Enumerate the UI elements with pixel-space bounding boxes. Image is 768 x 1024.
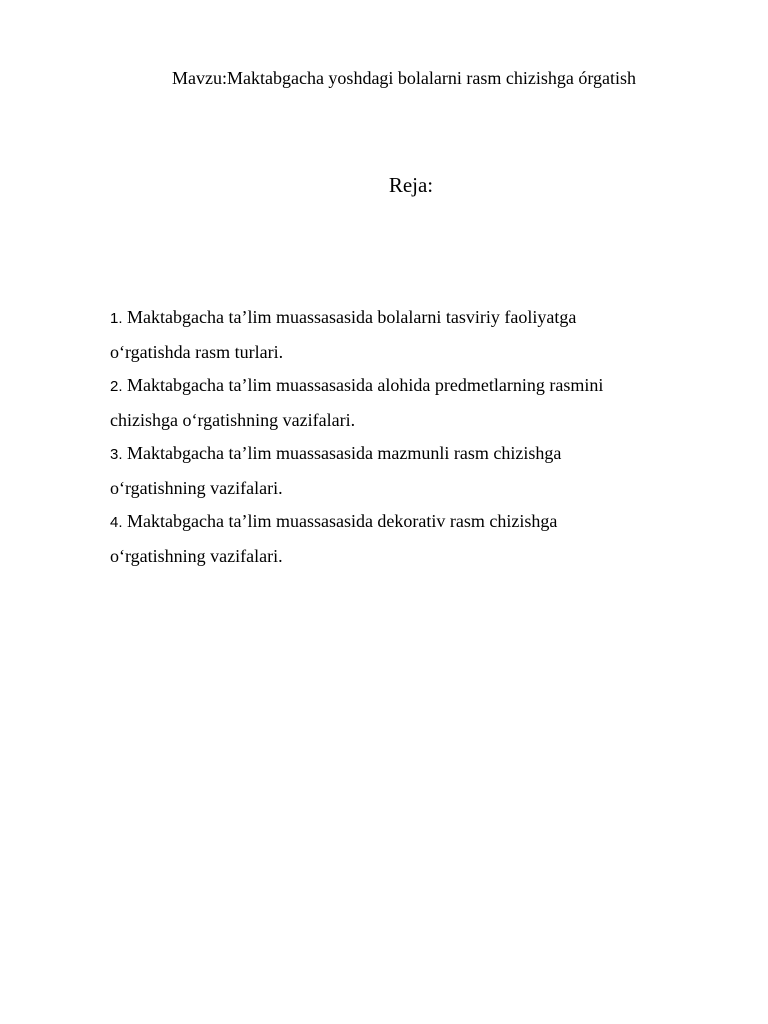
plan-item-2 [110,369,710,437]
plan-item-4 [110,505,710,573]
plan-item-number: 1. [110,310,123,327]
document-topic: Mavzu:Maktabgacha yoshdagi bolalarni rasm chizishga órgatish [172,68,637,88]
plan-item-text: Maktabgacha ta’lim muassasasida bolalarni tasviriy faoliyatga [127,307,577,327]
plan-item-text: Maktabgacha ta’lim muassasasida dekorativ rasm chizishga [127,511,558,531]
plan-item-text-continued: o‘rgatishda rasm turlari. [110,341,284,362]
plan-item-line [110,369,710,404]
plan-list [110,301,710,573]
plan-item-line [110,505,710,540]
plan-item-line [110,437,710,472]
plan-item-1 [110,301,710,369]
plan-item-text-continued: o‘rgatishning vazifalari. [110,545,283,566]
plan-item-text-continued: chizishga o‘rgatishning vazifalari. [110,409,356,430]
plan-title: Reja: [388,173,434,197]
plan-item-text-continued: o‘rgatishning vazifalari. [110,477,283,498]
plan-item-number: 3. [110,446,123,463]
plan-item-line [110,301,710,336]
plan-item-text: Maktabgacha ta’lim muassasasida alohida predmetlarning rasmini [127,375,604,395]
plan-item-number: 4. [110,514,123,531]
plan-item-number: 2. [110,378,123,395]
plan-item-3 [110,437,710,505]
plan-item-text: Maktabgacha ta’lim muassasasida mazmunli rasm chizishga [127,443,562,463]
